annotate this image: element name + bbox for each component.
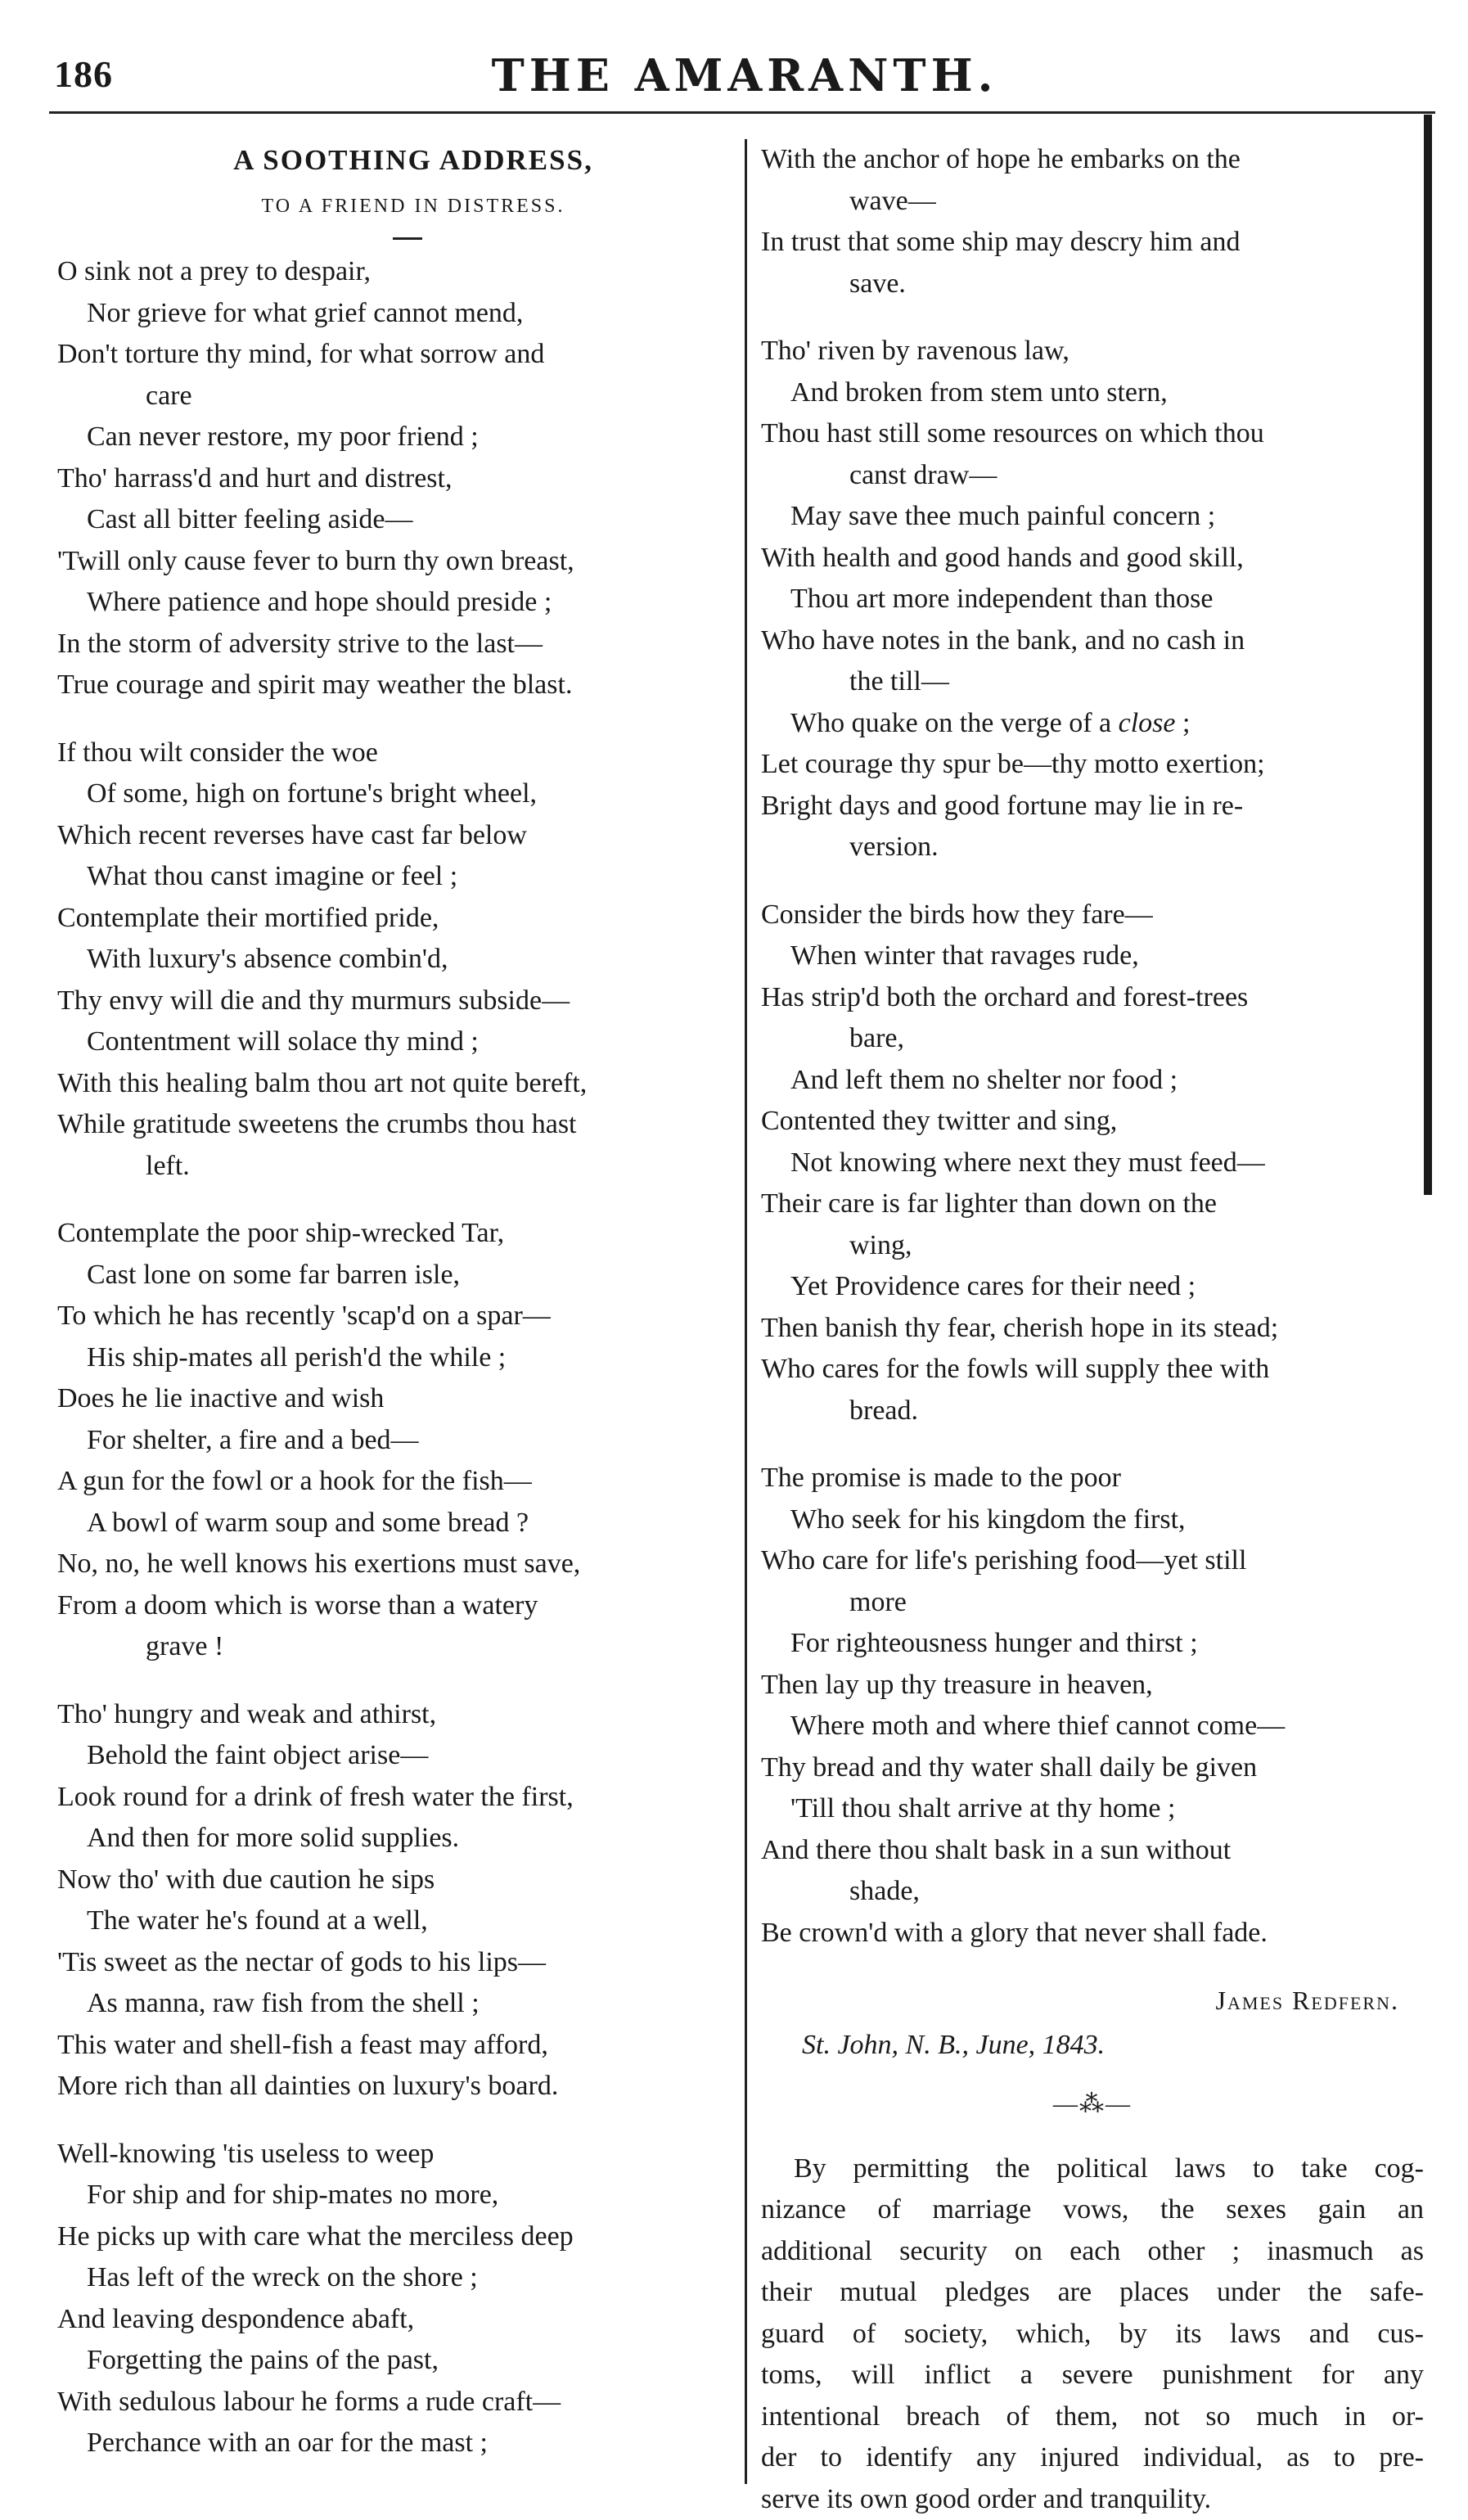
poem-signature: James Redfern. (761, 1980, 1424, 2022)
poem-line: more (761, 1582, 1424, 1624)
poem-line: bread. (761, 1391, 1424, 1432)
poem-line: Thou art more independent than those (761, 579, 1424, 620)
poem-line: Behold the faint object arise— (57, 1735, 736, 1777)
poem-line: The water he's found at a well, (57, 1900, 736, 1942)
poem-line: Well-knowing 'tis useless to weep (57, 2134, 736, 2175)
poem-line: Of some, high on fortune's bright wheel, (57, 773, 736, 815)
poem-line: Then lay up thy treasure in heaven, (761, 1665, 1424, 1706)
page-header (49, 47, 1440, 105)
poem-line: care (57, 376, 736, 417)
journal-title: THE AMARANTH. (49, 49, 1440, 101)
poem-line: A bowl of warm soup and some bread ? (57, 1503, 736, 1544)
poem-line: Forgetting the pains of the past, (57, 2340, 736, 2382)
poem-line: Then banish thy fear, cherish hope in its stead; (761, 1308, 1424, 1350)
poem-line: With sedulous labour he forms a rude craft— (57, 2382, 736, 2423)
poem-line: And left them no shelter nor food ; (761, 1060, 1424, 1102)
right-column (761, 139, 1424, 2520)
poem-line: Their care is far lighter than down on the (761, 1183, 1424, 1225)
header-rule (49, 111, 1435, 114)
poem-line: Consider the birds how they fare— (761, 895, 1424, 936)
article-line: serve its own good order and tranquility. (761, 2479, 1424, 2520)
poem-line: Who cares for the fowls will supply thee with (761, 1349, 1424, 1391)
poem-line: save. (761, 264, 1424, 305)
poem-line: The promise is made to the poor (761, 1458, 1424, 1499)
poem-line: shade, (761, 1871, 1424, 1913)
article-paragraph (761, 2148, 1424, 2520)
poem-subtitle: TO A FRIEND IN DISTRESS. (90, 182, 736, 231)
poem-line: Contemplate the poor ship-wrecked Tar, (57, 1213, 736, 1255)
poem-line: Thy bread and thy water shall daily be given (761, 1747, 1424, 1789)
poem-line: O sink not a prey to despair, (57, 251, 736, 293)
column-divider (745, 139, 747, 2484)
article-line: By permitting the political laws to take cog- (761, 2148, 1424, 2190)
article-line: their mutual pledges are places under the safe- (761, 2272, 1424, 2314)
poem-line: the till— (761, 661, 1424, 703)
poem-line: And leaving despondence abaft, (57, 2299, 736, 2341)
poem-line: Now tho' with due caution he sips (57, 1860, 736, 1901)
poem-line: Look round for a drink of fresh water the first, (57, 1777, 736, 1819)
poem-line: And there thou shalt bask in a sun without (761, 1830, 1424, 1872)
poem-line: version. (761, 827, 1424, 868)
poem-line: For ship and for ship-mates no more, (57, 2175, 736, 2216)
poem-line: Contemplate their mortified pride, (57, 898, 736, 940)
poem-line: Yet Providence cares for their need ; (761, 1266, 1424, 1308)
poem-line: bare, (761, 1018, 1424, 1060)
poem-line: Who care for life's perishing food—yet still (761, 1540, 1424, 1582)
poem-line: Thy envy will die and thy murmurs subside— (57, 981, 736, 1022)
poem-stanza (57, 1694, 736, 2108)
poem-line: When winter that ravages rude, (761, 935, 1424, 977)
poem-line: He picks up with care what the merciless deep (57, 2216, 736, 2258)
poem-line: In trust that some ship may descry him and (761, 222, 1424, 264)
poem-line: Bright days and good fortune may lie in re- (761, 786, 1424, 827)
poem-line: True courage and spirit may weather the blast. (57, 665, 736, 706)
poem-line: If thou wilt consider the woe (57, 733, 736, 774)
poem-line: What thou canst imagine or feel ; (57, 856, 736, 898)
poem-stanza (761, 331, 1424, 868)
poem-line: 'Till thou shalt arrive at thy home ; (761, 1788, 1424, 1830)
poem-line: Cast all bitter feeling aside— (57, 499, 736, 541)
poem-line: Cast lone on some far barren isle, (57, 1255, 736, 1296)
poem-line: Has left of the wreck on the shore ; (57, 2257, 736, 2299)
poem-line: With the anchor of hope he embarks on the (761, 139, 1424, 181)
poem-line: Who seek for his kingdom the first, (761, 1499, 1424, 1541)
poem-line: Not knowing where next they must feed— (761, 1143, 1424, 1184)
poem-line: As manna, raw fish from the shell ; (57, 1983, 736, 2025)
article-line: toms, will inflict a severe punishment for any (761, 2355, 1424, 2396)
poem-stanza (57, 2134, 736, 2464)
poem-line: Does he lie inactive and wish (57, 1378, 736, 1420)
poem-line: Perchance with an oar for the mast ; (57, 2423, 736, 2464)
poem-line: From a doom which is worse than a watery (57, 1585, 736, 1627)
poem-line: Who quake on the verge of a close ; (761, 703, 1424, 745)
poem-line: No, no, he well knows his exertions must save, (57, 1544, 736, 1585)
poem-line: And then for more solid supplies. (57, 1818, 736, 1860)
poem-line: Let courage thy spur be—thy motto exertion; (761, 744, 1424, 786)
poem-stanza (761, 895, 1424, 1432)
poem-line: More rich than all dainties on luxury's board. (57, 2066, 736, 2108)
poem-line: A gun for the fowl or a hook for the fish— (57, 1461, 736, 1503)
poem-line: left. (57, 1146, 736, 1188)
poem-title: A SOOTHING ADDRESS, (90, 139, 736, 182)
poem-line: Contented they twitter and sing, (761, 1101, 1424, 1143)
poem-line: Can never restore, my poor friend ; (57, 417, 736, 458)
poem-stanza (761, 139, 1424, 304)
poem-line: While gratitude sweetens the crumbs thou hast (57, 1104, 736, 1146)
section-ornament: —⁂— (761, 2084, 1424, 2126)
poem-stanza (57, 1213, 736, 1668)
title-rule (393, 237, 422, 240)
page-number: 186 (54, 52, 113, 96)
poem-line: With this healing balm thou art not quite bereft, (57, 1063, 736, 1105)
poem-line: Tho' riven by ravenous law, (761, 331, 1424, 372)
poem-line: Tho' harrass'd and hurt and distrest, (57, 458, 736, 500)
poem-line: Where patience and hope should preside ; (57, 582, 736, 624)
poem-line: For righteousness hunger and thirst ; (761, 1623, 1424, 1665)
poem-line: Nor grieve for what grief cannot mend, (57, 293, 736, 335)
poem-line: His ship-mates all perish'd the while ; (57, 1337, 736, 1379)
article-line: der to identify any injured individual, as to pre- (761, 2437, 1424, 2479)
poem-line: To which he has recently 'scap'd on a spar— (57, 1296, 736, 1337)
poem-line: 'Tis sweet as the nectar of gods to his lips— (57, 1942, 736, 1984)
article-line: guard of society, which, by its laws and cus- (761, 2314, 1424, 2355)
poem-line: With luxury's absence combin'd, (57, 939, 736, 981)
poem-line: Where moth and where thief cannot come— (761, 1706, 1424, 1747)
poem-line: 'Twill only cause fever to burn thy own breast, (57, 541, 736, 583)
poem-line: For shelter, a fire and a bed— (57, 1420, 736, 1462)
poem-line: wave— (761, 181, 1424, 223)
poem-line: May save thee much painful concern ; (761, 496, 1424, 538)
article-line: additional security on each other ; inasmuch as (761, 2231, 1424, 2273)
poem-line: With health and good hands and good skill, (761, 538, 1424, 579)
poem-stanza (57, 251, 736, 706)
poem-stanzas-right (761, 139, 1424, 1954)
poem-line: Don't torture thy mind, for what sorrow and (57, 334, 736, 376)
poem-line: Thou hast still some resources on which thou (761, 413, 1424, 455)
poem-line: In the storm of adversity strive to the last— (57, 624, 736, 665)
left-column (57, 139, 736, 2491)
article-line: nizance of marriage vows, the sexes gain an (761, 2189, 1424, 2231)
poem-line: Has strip'd both the orchard and forest-trees (761, 977, 1424, 1019)
poem-line: canst draw— (761, 455, 1424, 497)
poem-line: Be crown'd with a glory that never shall fade. (761, 1913, 1424, 1954)
poem-line: Who have notes in the bank, and no cash in (761, 620, 1424, 662)
poem-line: Tho' hungry and weak and athirst, (57, 1694, 736, 1736)
poem-stanza (57, 733, 736, 1188)
poem-line: Contentment will solace thy mind ; (57, 1021, 736, 1063)
poem-stanzas-left (57, 251, 736, 2464)
poem-line: This water and shell-fish a feast may afford, (57, 2025, 736, 2067)
poem-line: And broken from stem unto stern, (761, 372, 1424, 414)
page-edge-shadow (1424, 115, 1432, 1195)
poem-place-date: St. John, N. B., June, 1843. (761, 2025, 1424, 2067)
poem-line: wing, (761, 1225, 1424, 1267)
poem-stanza (761, 1458, 1424, 1954)
article-line: intentional breach of them, not so much in or- (761, 2396, 1424, 2438)
poem-line: grave ! (57, 1626, 736, 1668)
poem-line: Which recent reverses have cast far below (57, 815, 736, 857)
